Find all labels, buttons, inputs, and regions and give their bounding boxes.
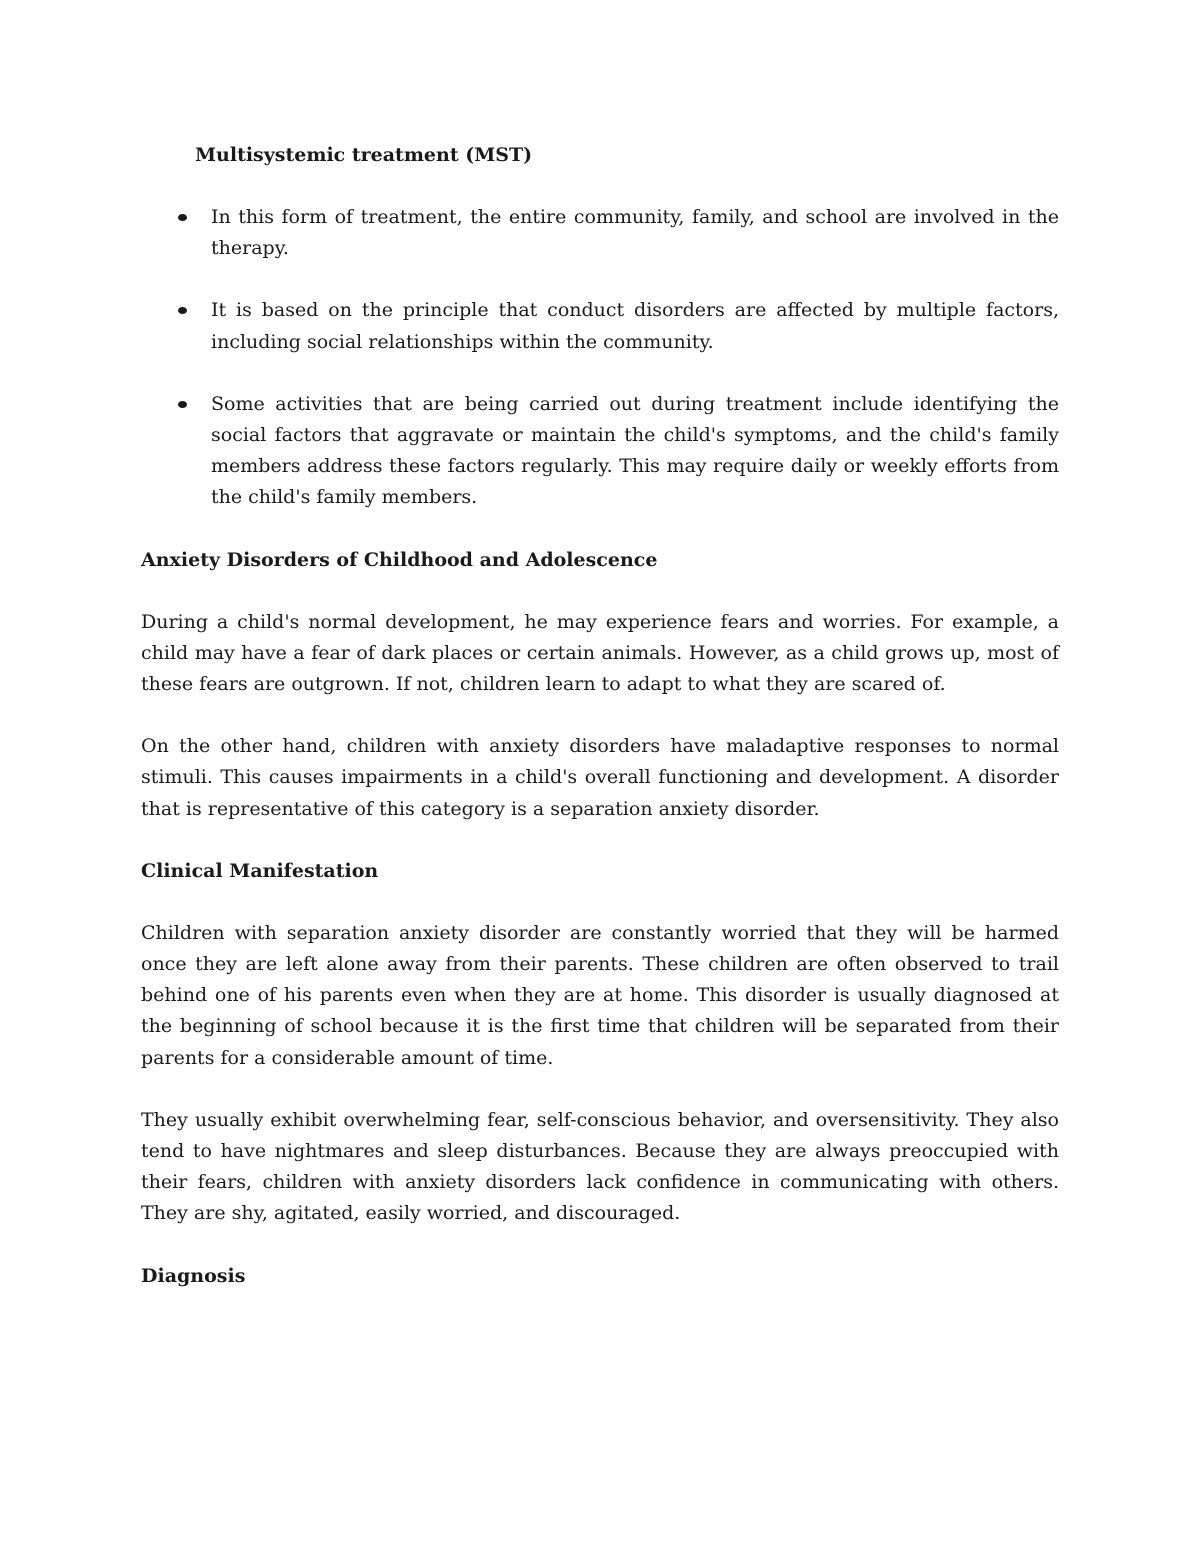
bullet-text: In this form of treatment, the entire community, family, and school are involved in the therapy. <box>211 206 1059 260</box>
mst-heading: Multisystemic treatment (MST) <box>195 144 533 166</box>
bullet-icon <box>178 214 187 221</box>
mst-bullet-list <box>141 202 1059 514</box>
clinical-paragraph: They usually exhibit overwhelming fear, self-conscious behavior, and oversensitivity. They also tend to have nightmares and sleep disturbances. Because they are always preoccupied with their fears, children with anxiety disorders lack confidence in communicating with others. They are shy, agitated, easily worried, and discouraged. <box>141 1108 1059 1225</box>
bullet-item <box>141 295 1059 357</box>
anxiety-paragraph: On the other hand, children with anxiety disorders have maladaptive responses to normal stimuli. This causes impairments in a child's overall functioning and development. A disorder that is representative of this category is a separation anxiety disorder. <box>141 735 1059 820</box>
bullet-text: It is based on the principle that conduct disorders are affected by multiple factors, including social relationships within the community. <box>211 299 1059 353</box>
bullet-icon <box>178 401 187 408</box>
clinical-heading: Clinical Manifestation <box>141 859 379 882</box>
anxiety-heading: Anxiety Disorders of Childhood and Adolescence <box>141 548 658 571</box>
diagnosis-heading: Diagnosis <box>141 1264 246 1287</box>
bullet-text: Some activities that are being carried out during treatment include identifying the social factors that aggravate or maintain the child's symptoms, and the child's family members address these factors regularly. This may require daily or weekly efforts from the child's family members. <box>211 392 1059 509</box>
page-content <box>141 140 1059 1292</box>
bullet-item <box>141 389 1059 514</box>
clinical-paragraph: Children with separation anxiety disorder are constantly worried that they will be harmed once they are left alone away from their parents. These children are often observed to trail behind one of his parents even when they are at home. This disorder is usually diagnosed at the beginning of school because it is the first time that children will be separated from their parents for a considerable amount of time. <box>141 921 1059 1069</box>
bullet-icon <box>178 307 187 314</box>
anxiety-paragraph: During a child's normal development, he may experience fears and worries. For example, a child may have a fear of dark places or certain animals. However, as a child grows up, most of these fears are outgrown. If not, children learn to adapt to what they are scared of. <box>141 610 1059 696</box>
bullet-item <box>141 202 1059 264</box>
